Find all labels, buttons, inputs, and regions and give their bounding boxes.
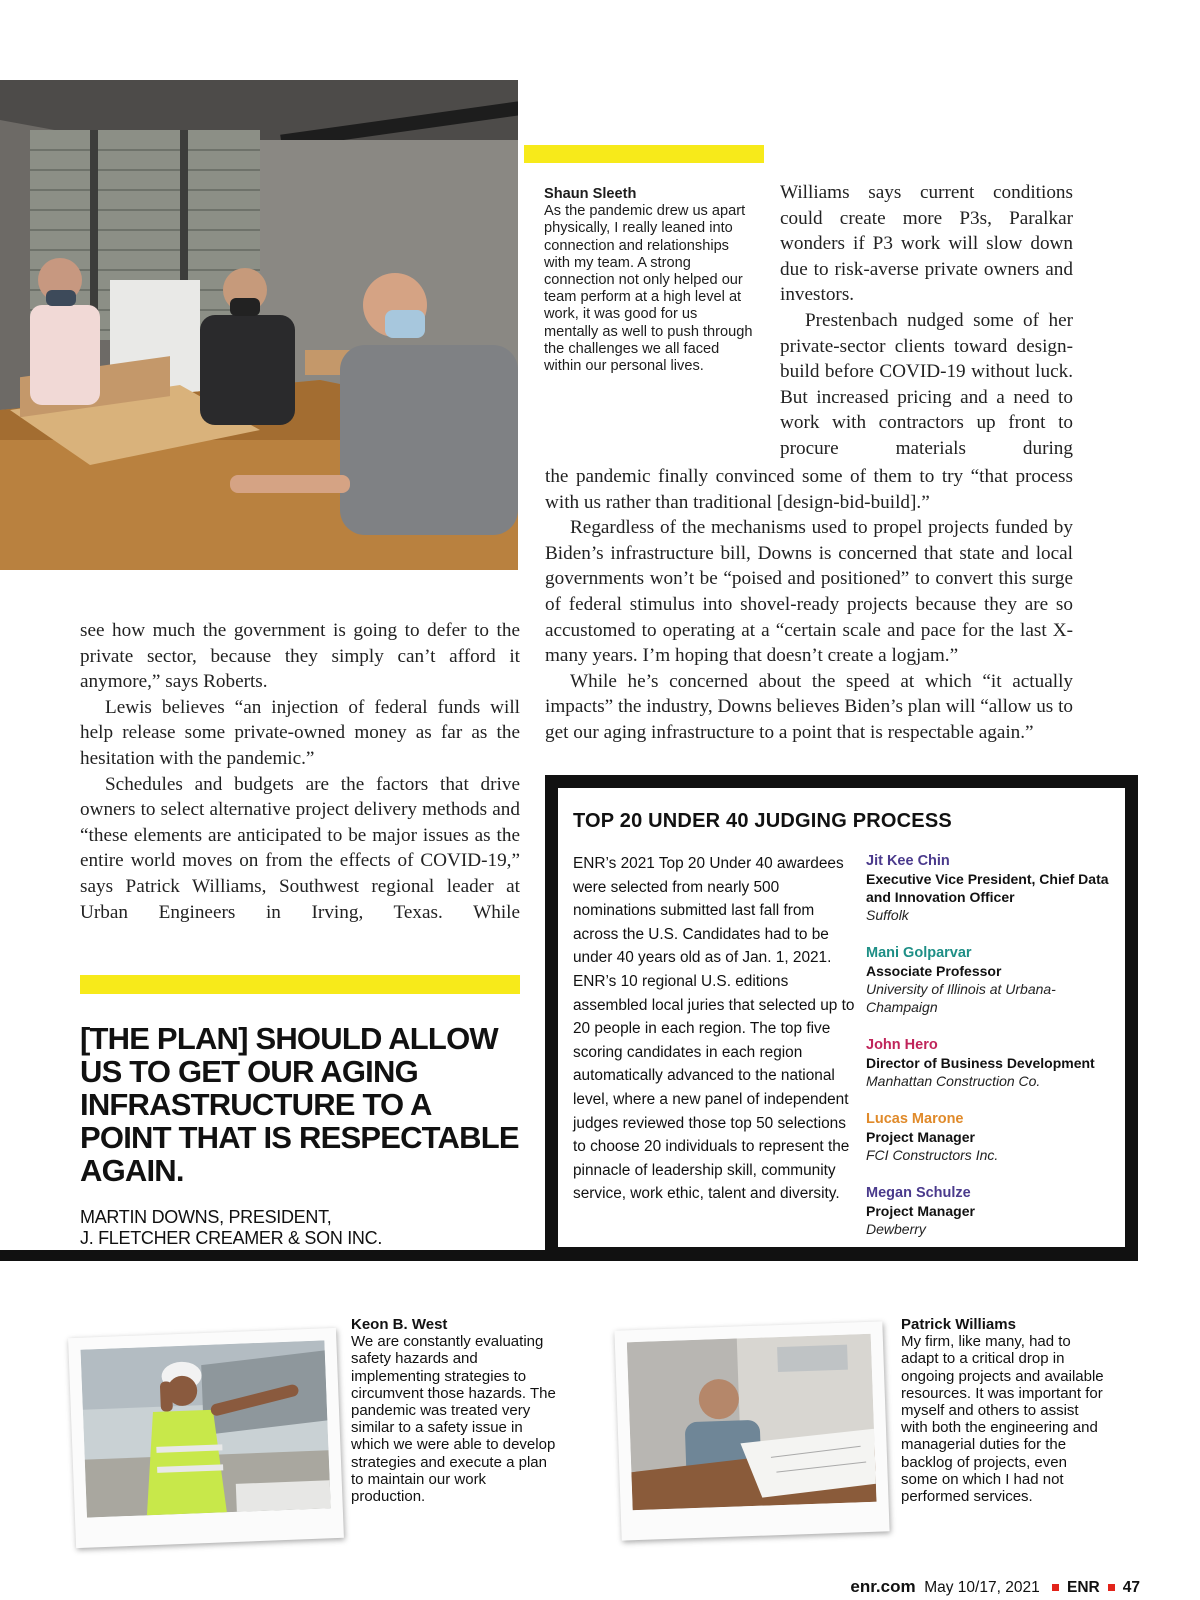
- judge-name: Megan Schulze: [866, 1185, 971, 1201]
- article-paragraph: Schedules and budgets are the factors that drive owners to select alternative project delivery methods and “these elements are anticipated to be major issues as the entire world moves on from the effects of COVID-19,” says Patrick Williams, Southwest regional leader at Urban Engineers in Irving, Texas. While: [80, 773, 520, 923]
- pull-quote-attribution: [80, 1207, 520, 1249]
- quote-author: Shaun Sleeth: [544, 186, 637, 202]
- quote-text: My firm, like many, had to adapt to a critical drop in ongoing projects and available resources. It was important for myself and others to assist with both the engineering and managerial duties for the backlog of projects, even some on which I had not performed services.: [901, 1333, 1104, 1506]
- judging-body: ENR’s 2021 Top 20 Under 40 awardees were selected from nearly 500 nominations submitted last fall from across the U.S. Candidates had to be under 40 years old as of Jan. 1, 2021. ENR’s 10 regional U.S. editions assembled local juries that selected up to 20 people in each region. The top five scoring candidates in each region automatically advanced to the national level, where a new panel of independent judges reviewed those top 50 selections to choose 20 individuals to represent the pinnacle of leadership skill, community service, work ethic, talent and diversity.: [573, 855, 855, 1203]
- top-photo: [0, 80, 518, 570]
- judge-entry: [866, 944, 1121, 1016]
- judge-role: Director of Business Development: [866, 1055, 1095, 1071]
- photo-keon-west: [68, 1328, 344, 1548]
- judges-list: [866, 852, 1121, 1258]
- judge-name: Mani Golparvar: [866, 945, 972, 961]
- judge-name: John Hero: [866, 1037, 938, 1053]
- pull-quote: [80, 1022, 520, 1249]
- judge-firm: Suffolk: [866, 907, 909, 923]
- article-paragraph: While he’s concerned about the speed at which “it actually impacts” the industry, Downs believes Biden’s plan will “allow us to get our aging infrastructure to a point that is respectable again.”: [545, 670, 1073, 743]
- article-paragraph: the pandemic finally convinced some of them to try “that process with us rather than traditional [design-bid-build].”: [545, 466, 1073, 513]
- sidebar-quote: [544, 186, 754, 375]
- article-column-left: [80, 618, 520, 925]
- judge-name: Jit Kee Chin: [866, 853, 950, 869]
- footer-site[interactable]: enr.com: [850, 1577, 916, 1596]
- quote-author: Keon B. West: [351, 1316, 448, 1333]
- footer-date: May 10/17, 2021: [924, 1579, 1040, 1596]
- footer-separator: [1108, 1584, 1115, 1591]
- footer-separator: [1052, 1584, 1059, 1591]
- pull-quote-text: [THE PLAN] SHOULD ALLOW US TO GET OUR AGING INFRASTRUCTURE TO A POINT THAT IS RESPECTABLE AGAIN.: [80, 1021, 519, 1188]
- judge-role: Associate Professor: [866, 963, 1002, 979]
- quote-keon-west: [351, 1316, 556, 1505]
- judge-firm: FCI Constructors Inc.: [866, 1147, 999, 1163]
- quote-text: We are constantly evaluating safety hazards and implementing strategies to circumvent those hazards. The pandemic was treated very similar to a safety issue in which we were able to develop strategies and execute a plan to maintain our work production.: [351, 1333, 556, 1506]
- judging-title: TOP 20 UNDER 40 JUDGING PROCESS: [573, 810, 952, 832]
- article-column-right-narrow: [780, 180, 1073, 462]
- page-number: 47: [1122, 1579, 1140, 1596]
- judge-entry: [866, 1110, 1121, 1164]
- quote-author: Patrick Williams: [901, 1316, 1016, 1333]
- accent-bar-pullquote: [80, 975, 520, 994]
- article-paragraph: Williams says current conditions could create more P3s, Paralkar wonders if P3 work will slow down due to risk-averse private owners and investors.: [780, 182, 1073, 306]
- judge-firm: Dewberry: [866, 1221, 926, 1237]
- judge-name: Lucas Marone: [866, 1111, 964, 1127]
- quote-text: As the pandemic drew us apart physically, I really leaned into connection and relationships with my team. A strong connection not only helped our team perform at a high level at work, it was good for us mentally as well to push through the challenges we all faced within our personal lives.: [544, 203, 753, 375]
- page-footer: [850, 1577, 1140, 1597]
- judging-process-box: [545, 775, 1138, 1260]
- judge-role: Project Manager: [866, 1129, 975, 1145]
- attribution-line: J. FLETCHER CREAMER & SON INC.: [80, 1228, 383, 1248]
- photo-patrick-williams: [614, 1321, 889, 1540]
- quote-patrick-williams: [901, 1316, 1106, 1505]
- judge-entry: [866, 1036, 1121, 1090]
- judge-firm: Manhattan Construction Co.: [866, 1073, 1041, 1089]
- judging-box-inner: [557, 787, 1126, 1248]
- article-paragraph: see how much the government is going to defer to the private sector, because they simply can’t afford it anymore,” says Roberts.: [80, 620, 520, 693]
- attribution-line: MARTIN DOWNS, PRESIDENT,: [80, 1207, 332, 1227]
- footer-brand: ENR: [1067, 1579, 1100, 1596]
- article-paragraph: Regardless of the mechanisms used to propel projects funded by Biden’s infrastructure bill, Downs is concerned that state and local governments won’t be “poised and positioned” to convert this surge of federal stimulus into shovel-ready projects because they are so accustomed to operating at a “certain scale and pace for the last X-many years. I’m hoping that doesn’t create a logjam.”: [545, 517, 1073, 667]
- accent-bar-top: [524, 145, 764, 163]
- judge-role: Project Manager: [866, 1203, 975, 1219]
- judge-entry: [866, 852, 1121, 924]
- judge-entry: [866, 1184, 1121, 1238]
- judge-firm: University of Illinois at Urbana-Champaign: [866, 981, 1056, 1015]
- article-column-right-wide: [545, 464, 1073, 746]
- judge-role: Executive Vice President, Chief Data and Innovation Officer: [866, 871, 1109, 905]
- article-paragraph: Prestenbach nudged some of her private-sector clients toward design-build before COVID-19 without luck. But increased pricing and a need to work with contractors up front to procure materials during: [780, 309, 1073, 459]
- article-paragraph: Lewis believes “an injection of federal funds will help release some private-owned money as far as the hesitation with the pandemic.”: [80, 696, 520, 769]
